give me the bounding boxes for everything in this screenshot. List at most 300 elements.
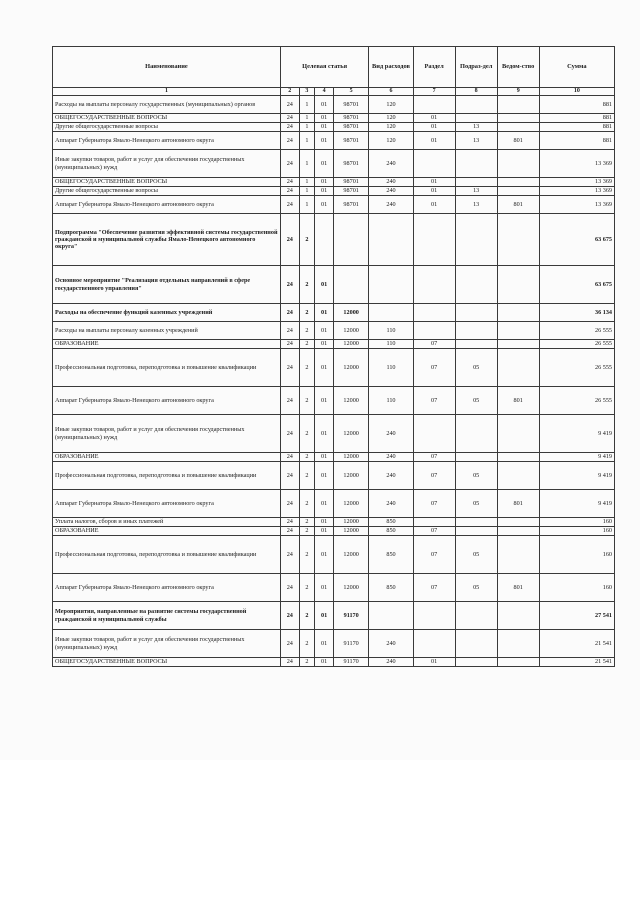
target-program-code: 24 [280, 453, 299, 462]
row-sum: 26 555 [539, 322, 614, 340]
target-direction-code: 12000 [333, 536, 368, 574]
expense-type-code: 850 [369, 527, 413, 536]
column-number: 8 [455, 88, 497, 96]
budget-table [52, 46, 615, 667]
target-activity-code: 01 [315, 527, 334, 536]
row-sum: 881 [539, 123, 614, 132]
target-direction-code: 98701 [333, 196, 368, 214]
row-sum: 27 541 [539, 602, 614, 630]
section-code: 07 [413, 462, 455, 490]
expense-type-code: 240 [369, 490, 413, 518]
subsection-code [455, 266, 497, 304]
table-row [53, 187, 615, 196]
section-code: 07 [413, 340, 455, 349]
target-direction-code: 98701 [333, 123, 368, 132]
target-subprogram-code: 2 [299, 304, 314, 322]
row-sum: 26 555 [539, 349, 614, 387]
target-activity-code: 01 [315, 349, 334, 387]
subsection-code: 13 [455, 123, 497, 132]
table-row [53, 178, 615, 187]
row-name: ОБРАЗОВАНИЕ [53, 453, 281, 462]
row-sum: 21 541 [539, 630, 614, 658]
table-row [53, 462, 615, 490]
section-code: 07 [413, 453, 455, 462]
table-row [53, 196, 615, 214]
expense-type-code: 240 [369, 187, 413, 196]
row-sum: 63 675 [539, 214, 614, 266]
subsection-code [455, 150, 497, 178]
department-code [497, 340, 539, 349]
department-code [497, 630, 539, 658]
header-target-article: Целевая статья [280, 47, 368, 88]
target-direction-code: 12000 [333, 349, 368, 387]
target-activity-code: 01 [315, 574, 334, 602]
column-number-row [53, 88, 615, 96]
subsection-code: 05 [455, 387, 497, 415]
section-code [413, 96, 455, 114]
target-activity-code [315, 214, 334, 266]
department-code [497, 518, 539, 527]
row-name: Иные закупки товаров, работ и услуг для обеспечения государственных (муниципальных) нужд [53, 415, 281, 453]
subsection-code [455, 96, 497, 114]
subsection-code: 13 [455, 196, 497, 214]
department-code [497, 187, 539, 196]
target-subprogram-code: 2 [299, 266, 314, 304]
expense-type-code: 240 [369, 196, 413, 214]
department-code: 801 [497, 490, 539, 518]
table-row [53, 387, 615, 415]
row-sum: 13 369 [539, 150, 614, 178]
column-number: 9 [497, 88, 539, 96]
row-sum: 881 [539, 96, 614, 114]
row-name: Профессиональная подготовка, переподготовка и повышение квалификации [53, 536, 281, 574]
section-code [413, 322, 455, 340]
subsection-code [455, 304, 497, 322]
header-sum: Сумма [539, 47, 614, 88]
target-subprogram-code: 2 [299, 340, 314, 349]
row-name: Расходы на обеспечение функций казенных учреждений [53, 304, 281, 322]
department-code [497, 178, 539, 187]
row-name: Основное мероприятие "Реализация отдельных направлений в сфере государственного управления" [53, 266, 281, 304]
section-code [413, 602, 455, 630]
column-number: 4 [315, 88, 334, 96]
target-program-code: 24 [280, 322, 299, 340]
target-program-code: 24 [280, 96, 299, 114]
section-code [413, 518, 455, 527]
table-row [53, 150, 615, 178]
table-row [53, 602, 615, 630]
expense-type-code: 110 [369, 322, 413, 340]
target-subprogram-code: 2 [299, 602, 314, 630]
expense-type-code: 240 [369, 150, 413, 178]
department-code [497, 536, 539, 574]
expense-type-code: 240 [369, 415, 413, 453]
target-activity-code: 01 [315, 96, 334, 114]
expense-type-code: 240 [369, 462, 413, 490]
row-name: Аппарат Губернатора Ямало-Ненецкого автономного округа [53, 196, 281, 214]
target-direction-code: 98701 [333, 132, 368, 150]
target-activity-code: 01 [315, 658, 334, 667]
target-direction-code: 98701 [333, 114, 368, 123]
column-number: 2 [280, 88, 299, 96]
target-direction-code [333, 266, 368, 304]
section-code: 07 [413, 527, 455, 536]
target-activity-code: 01 [315, 132, 334, 150]
target-subprogram-code: 1 [299, 150, 314, 178]
header-name: Наименование [53, 47, 281, 88]
target-program-code: 24 [280, 123, 299, 132]
table-row [53, 266, 615, 304]
target-direction-code: 91170 [333, 602, 368, 630]
table-row [53, 132, 615, 150]
target-program-code: 24 [280, 266, 299, 304]
row-name: Мероприятия, направленные на развитие системы государственной гражданской и муниципальной службы [53, 602, 281, 630]
department-code [497, 349, 539, 387]
target-direction-code: 12000 [333, 304, 368, 322]
target-direction-code: 98701 [333, 150, 368, 178]
row-name: Профессиональная подготовка, переподготовка и повышение квалификации [53, 349, 281, 387]
expense-type-code: 850 [369, 574, 413, 602]
section-code: 07 [413, 536, 455, 574]
row-name: Профессиональная подготовка, переподготовка и повышение квалификации [53, 462, 281, 490]
row-sum: 13 369 [539, 187, 614, 196]
department-code: 801 [497, 132, 539, 150]
expense-type-code: 120 [369, 123, 413, 132]
subsection-code [455, 630, 497, 658]
subsection-code: 05 [455, 574, 497, 602]
target-direction-code [333, 214, 368, 266]
target-program-code: 24 [280, 114, 299, 123]
row-sum: 9 419 [539, 453, 614, 462]
subsection-code: 05 [455, 349, 497, 387]
expense-type-code: 110 [369, 349, 413, 387]
target-activity-code: 01 [315, 602, 334, 630]
target-subprogram-code: 1 [299, 196, 314, 214]
table-row [53, 415, 615, 453]
target-program-code: 24 [280, 150, 299, 178]
section-code [413, 266, 455, 304]
target-program-code: 24 [280, 602, 299, 630]
section-code [413, 304, 455, 322]
target-direction-code: 12000 [333, 518, 368, 527]
row-name: Подпрограмма "Обеспечение развития эффективной системы государственной гражданской и муниципальной службы Ямало-Ненецкого автономного округа" [53, 214, 281, 266]
column-number: 5 [333, 88, 368, 96]
expense-type-code: 850 [369, 518, 413, 527]
subsection-code [455, 518, 497, 527]
department-code [497, 415, 539, 453]
subsection-code [455, 114, 497, 123]
table-body [53, 96, 615, 667]
target-program-code: 24 [280, 527, 299, 536]
target-program-code: 24 [280, 630, 299, 658]
section-code: 07 [413, 349, 455, 387]
header-row [53, 47, 615, 88]
target-program-code: 24 [280, 490, 299, 518]
row-name: Иные закупки товаров, работ и услуг для обеспечения государственных (муниципальных) нужд [53, 630, 281, 658]
department-code [497, 322, 539, 340]
expense-type-code [369, 214, 413, 266]
section-code: 01 [413, 114, 455, 123]
target-subprogram-code: 2 [299, 462, 314, 490]
target-subprogram-code: 2 [299, 214, 314, 266]
department-code [497, 602, 539, 630]
row-sum: 13 369 [539, 178, 614, 187]
row-sum: 63 675 [539, 266, 614, 304]
department-code [497, 96, 539, 114]
target-program-code: 24 [280, 518, 299, 527]
table-row [53, 574, 615, 602]
row-name: Аппарат Губернатора Ямало-Ненецкого автономного округа [53, 387, 281, 415]
column-number: 6 [369, 88, 413, 96]
table-row [53, 96, 615, 114]
table-row [53, 214, 615, 266]
section-code: 01 [413, 178, 455, 187]
subsection-code [455, 415, 497, 453]
target-subprogram-code: 2 [299, 349, 314, 387]
row-sum: 9 419 [539, 462, 614, 490]
header-expense-type: Вид расходов [369, 47, 413, 88]
department-code [497, 150, 539, 178]
target-subprogram-code: 2 [299, 658, 314, 667]
subsection-code: 05 [455, 490, 497, 518]
expense-type-code: 240 [369, 630, 413, 658]
target-activity-code: 01 [315, 187, 334, 196]
target-program-code: 24 [280, 178, 299, 187]
department-code: 801 [497, 574, 539, 602]
target-direction-code: 12000 [333, 387, 368, 415]
target-subprogram-code: 1 [299, 187, 314, 196]
department-code [497, 123, 539, 132]
row-name: ОБЩЕГОСУДАРСТВЕННЫЕ ВОПРОСЫ [53, 178, 281, 187]
row-sum: 9 419 [539, 490, 614, 518]
target-direction-code: 12000 [333, 453, 368, 462]
target-activity-code: 01 [315, 266, 334, 304]
table-row [53, 658, 615, 667]
row-name: Аппарат Губернатора Ямало-Ненецкого автономного округа [53, 132, 281, 150]
target-direction-code: 98701 [333, 178, 368, 187]
row-sum: 160 [539, 574, 614, 602]
table-row [53, 304, 615, 322]
section-code [413, 214, 455, 266]
expense-type-code [369, 304, 413, 322]
row-name: ОБЩЕГОСУДАРСТВЕННЫЕ ВОПРОСЫ [53, 658, 281, 667]
target-activity-code: 01 [315, 387, 334, 415]
subsection-code [455, 322, 497, 340]
target-program-code: 24 [280, 214, 299, 266]
target-activity-code: 01 [315, 518, 334, 527]
department-code [497, 266, 539, 304]
expense-type-code [369, 266, 413, 304]
subsection-code: 05 [455, 462, 497, 490]
target-subprogram-code: 2 [299, 574, 314, 602]
target-activity-code: 01 [315, 304, 334, 322]
expense-type-code: 110 [369, 340, 413, 349]
target-activity-code: 01 [315, 490, 334, 518]
target-direction-code: 12000 [333, 527, 368, 536]
target-program-code: 24 [280, 187, 299, 196]
row-sum: 160 [539, 518, 614, 527]
row-name: ОБЩЕГОСУДАРСТВЕННЫЕ ВОПРОСЫ [53, 114, 281, 123]
target-subprogram-code: 2 [299, 490, 314, 518]
section-code: 01 [413, 658, 455, 667]
row-name: Аппарат Губернатора Ямало-Ненецкого автономного округа [53, 574, 281, 602]
target-direction-code: 91170 [333, 630, 368, 658]
table-row [53, 114, 615, 123]
row-sum: 881 [539, 132, 614, 150]
target-program-code: 24 [280, 387, 299, 415]
row-name: Иные закупки товаров, работ и услуг для обеспечения государственных (муниципальных) нужд [53, 150, 281, 178]
target-direction-code: 12000 [333, 415, 368, 453]
header-department: Ведом-ство [497, 47, 539, 88]
table-row [53, 518, 615, 527]
target-activity-code: 01 [315, 340, 334, 349]
column-number: 7 [413, 88, 455, 96]
department-code [497, 304, 539, 322]
expense-type-code: 240 [369, 658, 413, 667]
target-direction-code: 12000 [333, 322, 368, 340]
row-name: ОБРАЗОВАНИЕ [53, 340, 281, 349]
row-name: Расходы на выплаты персоналу государственных (муниципальных) органов [53, 96, 281, 114]
row-sum: 26 555 [539, 387, 614, 415]
row-sum: 21 541 [539, 658, 614, 667]
subsection-code [455, 602, 497, 630]
row-sum: 26 555 [539, 340, 614, 349]
target-subprogram-code: 1 [299, 114, 314, 123]
department-code [497, 114, 539, 123]
department-code [497, 214, 539, 266]
target-program-code: 24 [280, 462, 299, 490]
target-program-code: 24 [280, 658, 299, 667]
section-code [413, 415, 455, 453]
section-code: 01 [413, 123, 455, 132]
target-direction-code: 98701 [333, 96, 368, 114]
target-activity-code: 01 [315, 415, 334, 453]
table-row [53, 123, 615, 132]
expense-type-code: 110 [369, 387, 413, 415]
row-name: Расходы на выплаты персоналу казенных учреждений [53, 322, 281, 340]
row-name: Аппарат Губернатора Ямало-Ненецкого автономного округа [53, 490, 281, 518]
column-number: 1 [53, 88, 281, 96]
section-code: 07 [413, 387, 455, 415]
target-subprogram-code: 2 [299, 453, 314, 462]
department-code [497, 658, 539, 667]
table-row [53, 322, 615, 340]
section-code: 07 [413, 490, 455, 518]
target-program-code: 24 [280, 304, 299, 322]
table-row [53, 349, 615, 387]
target-subprogram-code: 1 [299, 132, 314, 150]
table-row [53, 630, 615, 658]
department-code: 801 [497, 196, 539, 214]
row-name: Уплата налогов, сборов и иных платежей [53, 518, 281, 527]
target-activity-code: 01 [315, 114, 334, 123]
target-activity-code: 01 [315, 453, 334, 462]
target-subprogram-code: 2 [299, 527, 314, 536]
row-name: Другие общегосударственные вопросы [53, 123, 281, 132]
column-number: 3 [299, 88, 314, 96]
subsection-code [455, 527, 497, 536]
department-code [497, 462, 539, 490]
target-activity-code: 01 [315, 196, 334, 214]
expense-type-code: 240 [369, 178, 413, 187]
target-program-code: 24 [280, 349, 299, 387]
target-program-code: 24 [280, 132, 299, 150]
row-sum: 36 134 [539, 304, 614, 322]
target-direction-code: 12000 [333, 490, 368, 518]
subsection-code: 13 [455, 132, 497, 150]
target-subprogram-code: 1 [299, 123, 314, 132]
expense-type-code: 240 [369, 453, 413, 462]
target-program-code: 24 [280, 196, 299, 214]
target-subprogram-code: 2 [299, 322, 314, 340]
target-program-code: 24 [280, 536, 299, 574]
target-activity-code: 01 [315, 123, 334, 132]
subsection-code [455, 178, 497, 187]
header-subsection: Подраз-дел [455, 47, 497, 88]
expense-type-code: 120 [369, 132, 413, 150]
subsection-code [455, 658, 497, 667]
expense-type-code: 120 [369, 96, 413, 114]
row-sum: 160 [539, 536, 614, 574]
header-section: Раздел [413, 47, 455, 88]
target-direction-code: 12000 [333, 574, 368, 602]
target-subprogram-code: 2 [299, 536, 314, 574]
column-number: 10 [539, 88, 614, 96]
target-activity-code: 01 [315, 322, 334, 340]
expense-type-code: 120 [369, 114, 413, 123]
department-code [497, 527, 539, 536]
table-row [53, 340, 615, 349]
table-row [53, 490, 615, 518]
target-program-code: 24 [280, 574, 299, 602]
subsection-code: 13 [455, 187, 497, 196]
target-activity-code: 01 [315, 630, 334, 658]
target-direction-code: 98701 [333, 187, 368, 196]
subsection-code [455, 214, 497, 266]
section-code [413, 630, 455, 658]
section-code: 01 [413, 132, 455, 150]
target-activity-code: 01 [315, 462, 334, 490]
section-code: 07 [413, 574, 455, 602]
target-program-code: 24 [280, 415, 299, 453]
target-activity-code: 01 [315, 150, 334, 178]
target-subprogram-code: 1 [299, 178, 314, 187]
section-code: 01 [413, 196, 455, 214]
department-code: 801 [497, 387, 539, 415]
section-code [413, 150, 455, 178]
target-direction-code: 91170 [333, 658, 368, 667]
target-direction-code: 12000 [333, 462, 368, 490]
blank-area [0, 760, 640, 905]
expense-type-code: 850 [369, 536, 413, 574]
target-direction-code: 12000 [333, 340, 368, 349]
section-code: 01 [413, 187, 455, 196]
target-subprogram-code: 2 [299, 415, 314, 453]
subsection-code: 05 [455, 536, 497, 574]
target-subprogram-code: 1 [299, 96, 314, 114]
subsection-code [455, 340, 497, 349]
row-sum: 13 369 [539, 196, 614, 214]
row-sum: 160 [539, 527, 614, 536]
table-row [53, 527, 615, 536]
row-sum: 9 419 [539, 415, 614, 453]
target-activity-code: 01 [315, 178, 334, 187]
target-subprogram-code: 2 [299, 387, 314, 415]
expense-type-code [369, 602, 413, 630]
target-activity-code: 01 [315, 536, 334, 574]
row-sum: 881 [539, 114, 614, 123]
target-program-code: 24 [280, 340, 299, 349]
